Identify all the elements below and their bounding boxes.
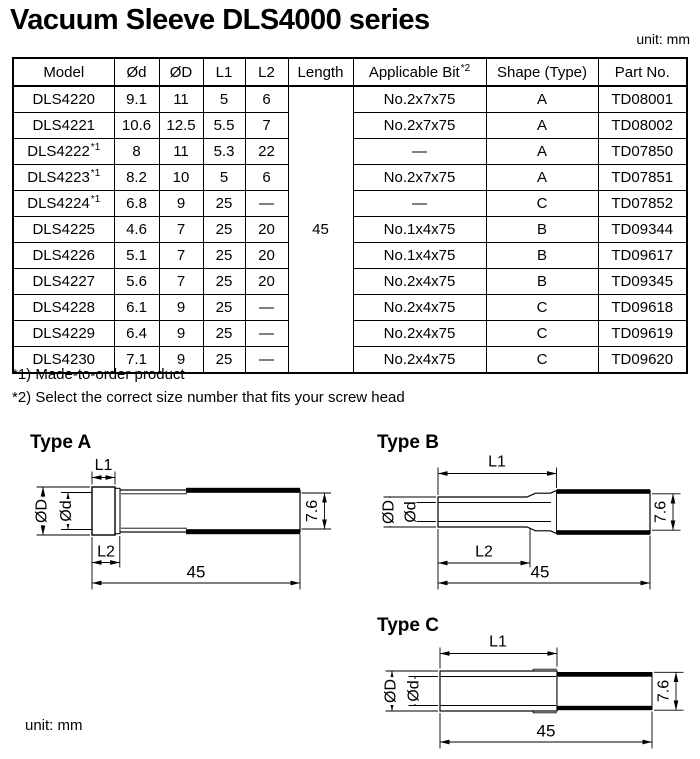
cell-model: DLS4227 (13, 269, 114, 295)
cell-l2: 7 (245, 113, 288, 139)
cell-model: DLS4229 (13, 321, 114, 347)
type-c-diagram (370, 600, 700, 759)
cell-model: DLS4228 (13, 295, 114, 321)
header-applicable-bit-label: Applicable Bit (368, 63, 460, 81)
cell-shape: C (486, 321, 598, 347)
cell-shape: A (486, 165, 598, 191)
cell-applicable-bit: No.2x7x75 (353, 86, 486, 113)
cell-model: DLS4220 (13, 86, 114, 113)
spec-table (12, 57, 688, 374)
cell-part-no: TD09345 (598, 269, 687, 295)
cell-model: DLS4222$^{*1}$ (13, 139, 114, 165)
cell-applicable-bit: No.2x7x75 (353, 113, 486, 139)
table-row (13, 86, 687, 113)
header-length: Length (288, 58, 353, 86)
cell-part-no: TD09619 (598, 321, 687, 347)
cell-applicable-bit: No.2x4x75 (353, 347, 486, 374)
header-od-big: ØD (159, 58, 203, 86)
cell-applicable-bit: — (353, 191, 486, 217)
cell-od-big: 9 (159, 347, 203, 374)
cell-part-no: TD09344 (598, 217, 687, 243)
type-b-dim-d: Ød (402, 501, 420, 523)
cell-od-big: 7 (159, 217, 203, 243)
cell-od-small: 4.6 (114, 217, 159, 243)
cell-applicable-bit: No.2x4x75 (353, 295, 486, 321)
cell-part-no: TD08002 (598, 113, 687, 139)
header-shape: Shape (Type) (486, 58, 598, 86)
type-b-diagram (370, 425, 700, 600)
cell-l1: 5.5 (203, 113, 245, 139)
type-b-shape (438, 489, 650, 535)
header-applicable-bit-sup: *2 (460, 62, 471, 74)
cell-model: DLS4221 (13, 113, 114, 139)
cell-part-no: TD09617 (598, 243, 687, 269)
footnote-2: *2) Select the correct size number that fits your screw head (12, 389, 405, 406)
cell-od-big: 9 (159, 191, 203, 217)
footnotes (12, 363, 405, 409)
cell-l1: 25 (203, 191, 245, 217)
cell-applicable-bit: — (353, 139, 486, 165)
cell-part-no: TD07851 (598, 165, 687, 191)
cell-part-no: TD08001 (598, 86, 687, 113)
header-l1: L1 (203, 58, 245, 86)
cell-l1: 25 (203, 347, 245, 374)
cell-od-small: 6.8 (114, 191, 159, 217)
type-a-dim-l1: L1 (94, 457, 113, 474)
cell-l1: 25 (203, 217, 245, 243)
type-b-dim-h: 7.6 (652, 500, 670, 524)
cell-shape: A (486, 86, 598, 113)
unit-note-bottom: unit: mm (25, 717, 83, 734)
cell-model: DLS4224$^{*1}$ (13, 191, 114, 217)
type-a-shape (92, 487, 300, 535)
cell-applicable-bit: No.1x4x75 (353, 217, 486, 243)
cell-l1: 5.3 (203, 139, 245, 165)
cell-l2: 6 (245, 165, 288, 191)
unit-note-top: unit: mm (636, 31, 690, 47)
cell-od-big: 9 (159, 295, 203, 321)
cell-part-no: TD07852 (598, 191, 687, 217)
cell-od-big: 12.5 (159, 113, 203, 139)
type-c-shape (440, 669, 652, 713)
cell-l2: 20 (245, 243, 288, 269)
cell-l2: — (245, 295, 288, 321)
cell-model: DLS4223$^{*1}$ (13, 165, 114, 191)
type-b-dim-l2: L2 (475, 543, 493, 561)
cell-od-big: 7 (159, 269, 203, 295)
cell-applicable-bit: No.1x4x75 (353, 243, 486, 269)
type-b-dim-od: ØD (380, 500, 398, 524)
cell-od-big: 11 (159, 139, 203, 165)
cell-l2: — (245, 191, 288, 217)
header-part-no: Part No. (598, 58, 687, 86)
cell-applicable-bit: No.2x4x75 (353, 321, 486, 347)
cell-shape: C (486, 295, 598, 321)
cell-l1: 5 (203, 165, 245, 191)
cell-od-small: 6.4 (114, 321, 159, 347)
cell-l1: 25 (203, 321, 245, 347)
cell-od-big: 11 (159, 86, 203, 113)
cell-l1: 25 (203, 295, 245, 321)
cell-applicable-bit: No.2x4x75 (353, 269, 486, 295)
cell-shape: C (486, 191, 598, 217)
cell-part-no: TD09620 (598, 347, 687, 374)
cell-od-small: 8.2 (114, 165, 159, 191)
cell-od-small: 8 (114, 139, 159, 165)
type-a-dim-l2: L2 (97, 543, 115, 561)
type-c-title: Type C (377, 615, 439, 636)
type-a-diagram (20, 425, 350, 600)
type-b-dim-len: 45 (530, 562, 550, 582)
cell-od-small: 7.1 (114, 347, 159, 374)
cell-shape: A (486, 139, 598, 165)
cell-l2: 20 (245, 217, 288, 243)
table-body (13, 86, 687, 373)
cell-model: DLS4226 (13, 243, 114, 269)
cell-model: DLS4230 (13, 347, 114, 374)
type-b-title: Type B (377, 432, 439, 453)
cell-l2: 22 (245, 139, 288, 165)
type-c-dim-od: ØD (382, 679, 400, 703)
cell-od-big: 9 (159, 321, 203, 347)
cell-l1: 5 (203, 86, 245, 113)
cell-l2: 20 (245, 269, 288, 295)
header-applicable-bit (353, 58, 486, 86)
cell-length: 45 (288, 86, 353, 373)
cell-l2: 6 (245, 86, 288, 113)
header-model: Model (13, 58, 114, 86)
type-a-dim-od: ØD (33, 499, 51, 523)
type-b-dim-l1: L1 (488, 453, 506, 471)
type-a-dim-d: Ød (58, 500, 75, 522)
cell-shape: A (486, 113, 598, 139)
cell-applicable-bit: No.2x7x75 (353, 165, 486, 191)
page-title: Vacuum Sleeve DLS4000 series (10, 4, 430, 36)
cell-shape: C (486, 347, 598, 374)
cell-od-big: 10 (159, 165, 203, 191)
type-c-dim-h: 7.6 (655, 679, 673, 703)
type-a-title: Type A (30, 432, 92, 453)
cell-l1: 25 (203, 243, 245, 269)
table-header (13, 58, 687, 86)
cell-part-no: TD07850 (598, 139, 687, 165)
type-c-dim-len: 45 (536, 721, 556, 741)
header-row (13, 58, 687, 86)
cell-part-no: TD09618 (598, 295, 687, 321)
type-c-dim-l1: L1 (489, 633, 507, 651)
header-od-small: Ød (114, 58, 159, 86)
cell-od-small: 6.1 (114, 295, 159, 321)
cell-od-small: 5.1 (114, 243, 159, 269)
header-l2: L2 (245, 58, 288, 86)
cell-model: DLS4225 (13, 217, 114, 243)
type-c-dim-d: Ød (405, 680, 423, 702)
cell-l1: 25 (203, 269, 245, 295)
cell-od-small: 9.1 (114, 86, 159, 113)
type-a-dim-len: 45 (186, 562, 206, 582)
cell-od-small: 5.6 (114, 269, 159, 295)
cell-od-big: 7 (159, 243, 203, 269)
type-a-dim-h: 7.6 (304, 499, 321, 523)
cell-l2: — (245, 347, 288, 374)
cell-shape: B (486, 269, 598, 295)
cell-shape: B (486, 217, 598, 243)
footnote-1: *1) Made-to-order product (12, 366, 185, 383)
cell-shape: B (486, 243, 598, 269)
cell-l2: — (245, 321, 288, 347)
cell-od-small: 10.6 (114, 113, 159, 139)
